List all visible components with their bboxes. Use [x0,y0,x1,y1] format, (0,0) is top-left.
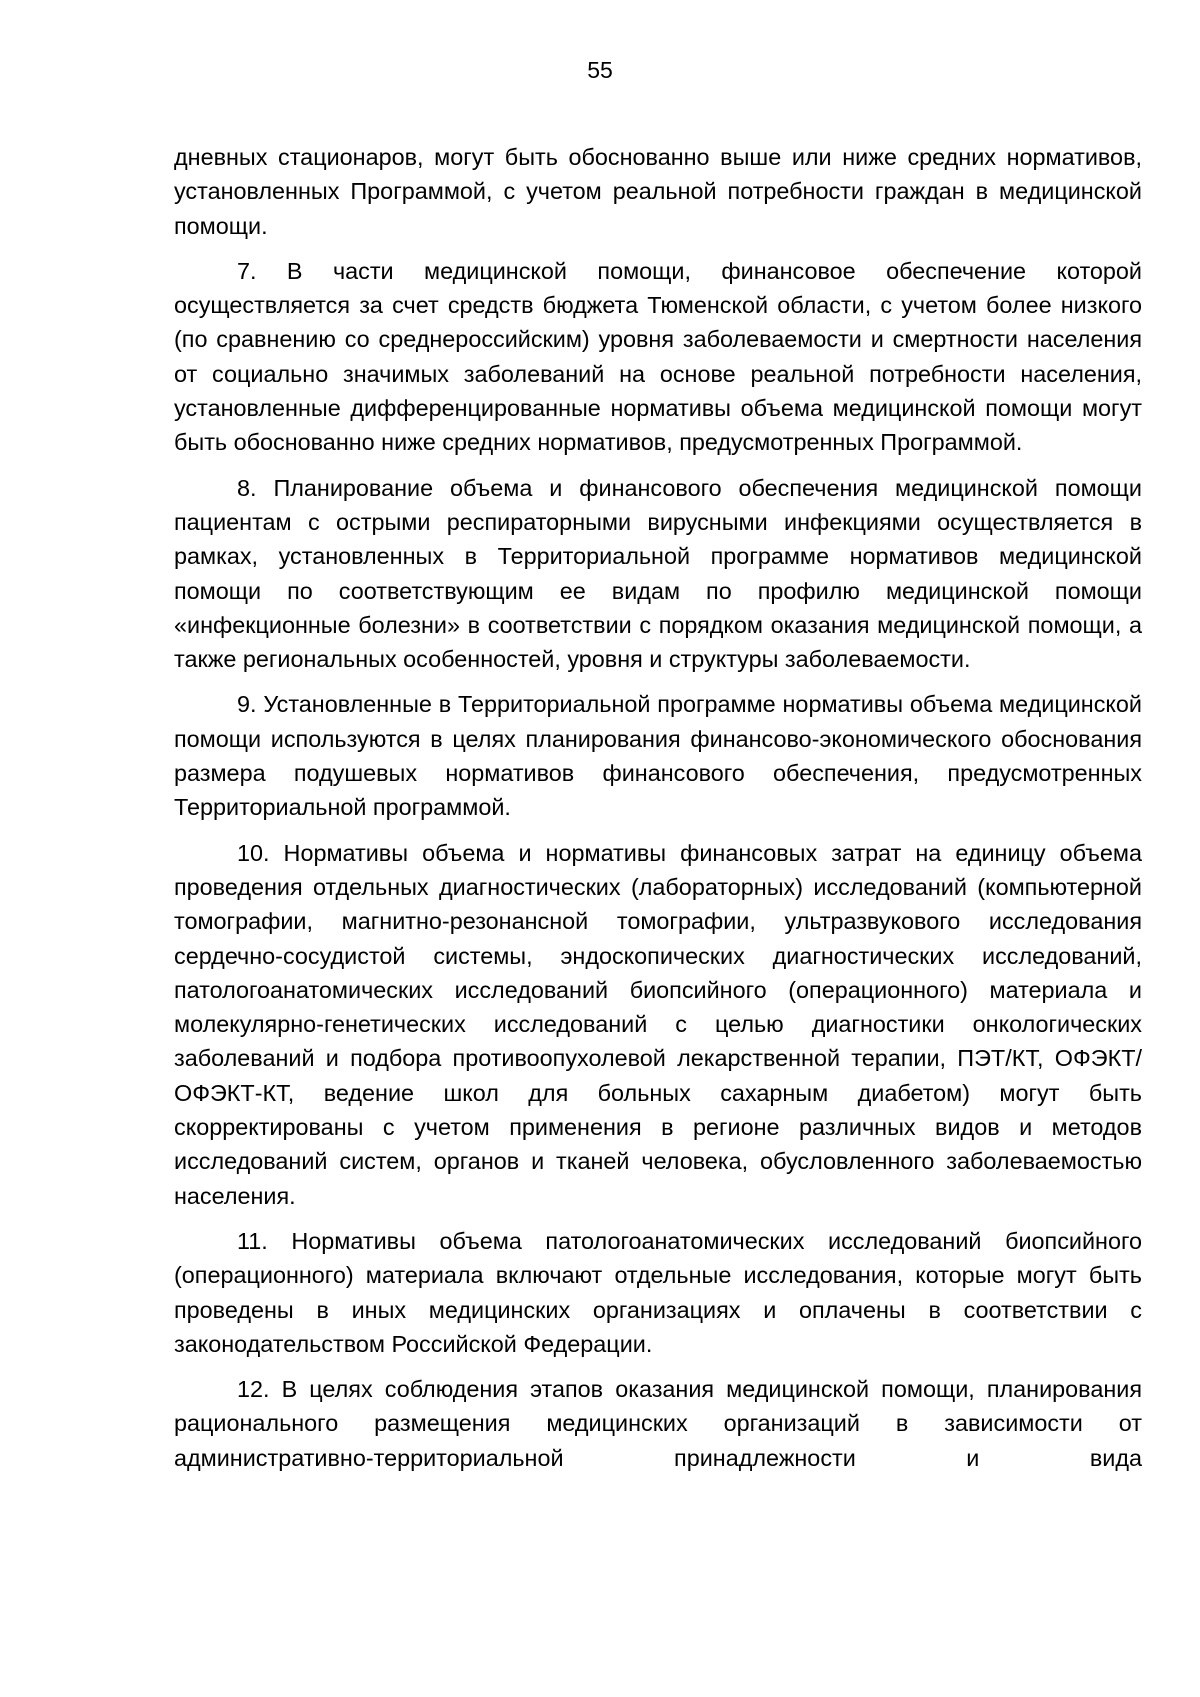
document-body [174,140,1142,1486]
paragraph-continuation: дневных стационаров, могут быть обоснованно выше или ниже средних нормативов, установленных Программой, с учетом реальной потребности граждан в медицинской помощи. [174,144,1142,239]
paragraph-10: 10. Нормативы объема и нормативы финансовых затрат на единицу объема проведения отдельных диагностических (лабораторных) исследований (компьютерной томографии, магнитно-резонансной томографии, ультразвукового исследования сердечно-сосудистой системы, эндоскопических диагностических исследований, патологоанатомических исследований биопсийного (операционного) материала и молекулярно-генетических исследований с целью диагностики онкологических заболеваний и подбора противоопухолевой лекарственной терапии, ПЭТ/КТ, ОФЭКТ/ОФЭКТ-КТ, ведение школ для больных сахарным диабетом) могут быть скорректированы с учетом применения в регионе различных видов и методов исследований систем, органов и тканей человека, обусловленного заболеваемостью населения. [174,839,1142,1209]
paragraph-7: 7. В части медицинской помощи, финансовое обеспечение которой осуществляется за счет средств бюджета Тюменской области, с учетом более низкого (по сравнению со среднероссийским) уровня заболеваемости и смертности населения от социально значимых заболеваний на основе реальной потребности населения, установленные дифференцированные нормативы объема медицинской помощи могут быть обоснованно ниже средних нормативов, предусмотренных Программой. [174,257,1142,456]
page-number: 55 [587,57,613,83]
paragraph-12: 12. В целях соблюдения этапов оказания медицинской помощи, планирования рационального размещения медицинских организаций в зависимости от административно-территориальной принадлежности и вида [174,1376,1142,1471]
paragraph-8: 8. Планирование объема и финансового обеспечения медицинской помощи пациентам с острыми респираторными вирусными инфекциями осуществляется в рамках, установленных в Территориальной программе нормативов медицинской помощи по соответствующим ее видам по профилю медицинской помощи «инфекционные болезни» в соответствии с порядком оказания медицинской помощи, а также региональных особенностей, уровня и структуры заболеваемости. [174,474,1142,673]
paragraph-9: 9. Установленные в Территориальной программе нормативы объема медицинской помощи используются в целях планирования финансово-экономического обоснования размера подушевых нормативов финансового обеспечения, предусмотренных Территориальной программой. [174,691,1142,821]
paragraph-11: 11. Нормативы объема патологоанатомических исследований биопсийного (операционного) материала включают отдельные исследования, которые могут быть проведены в иных медицинских организациях и оплачены в соответствии с законодательством Российской Федерации. [174,1227,1142,1357]
